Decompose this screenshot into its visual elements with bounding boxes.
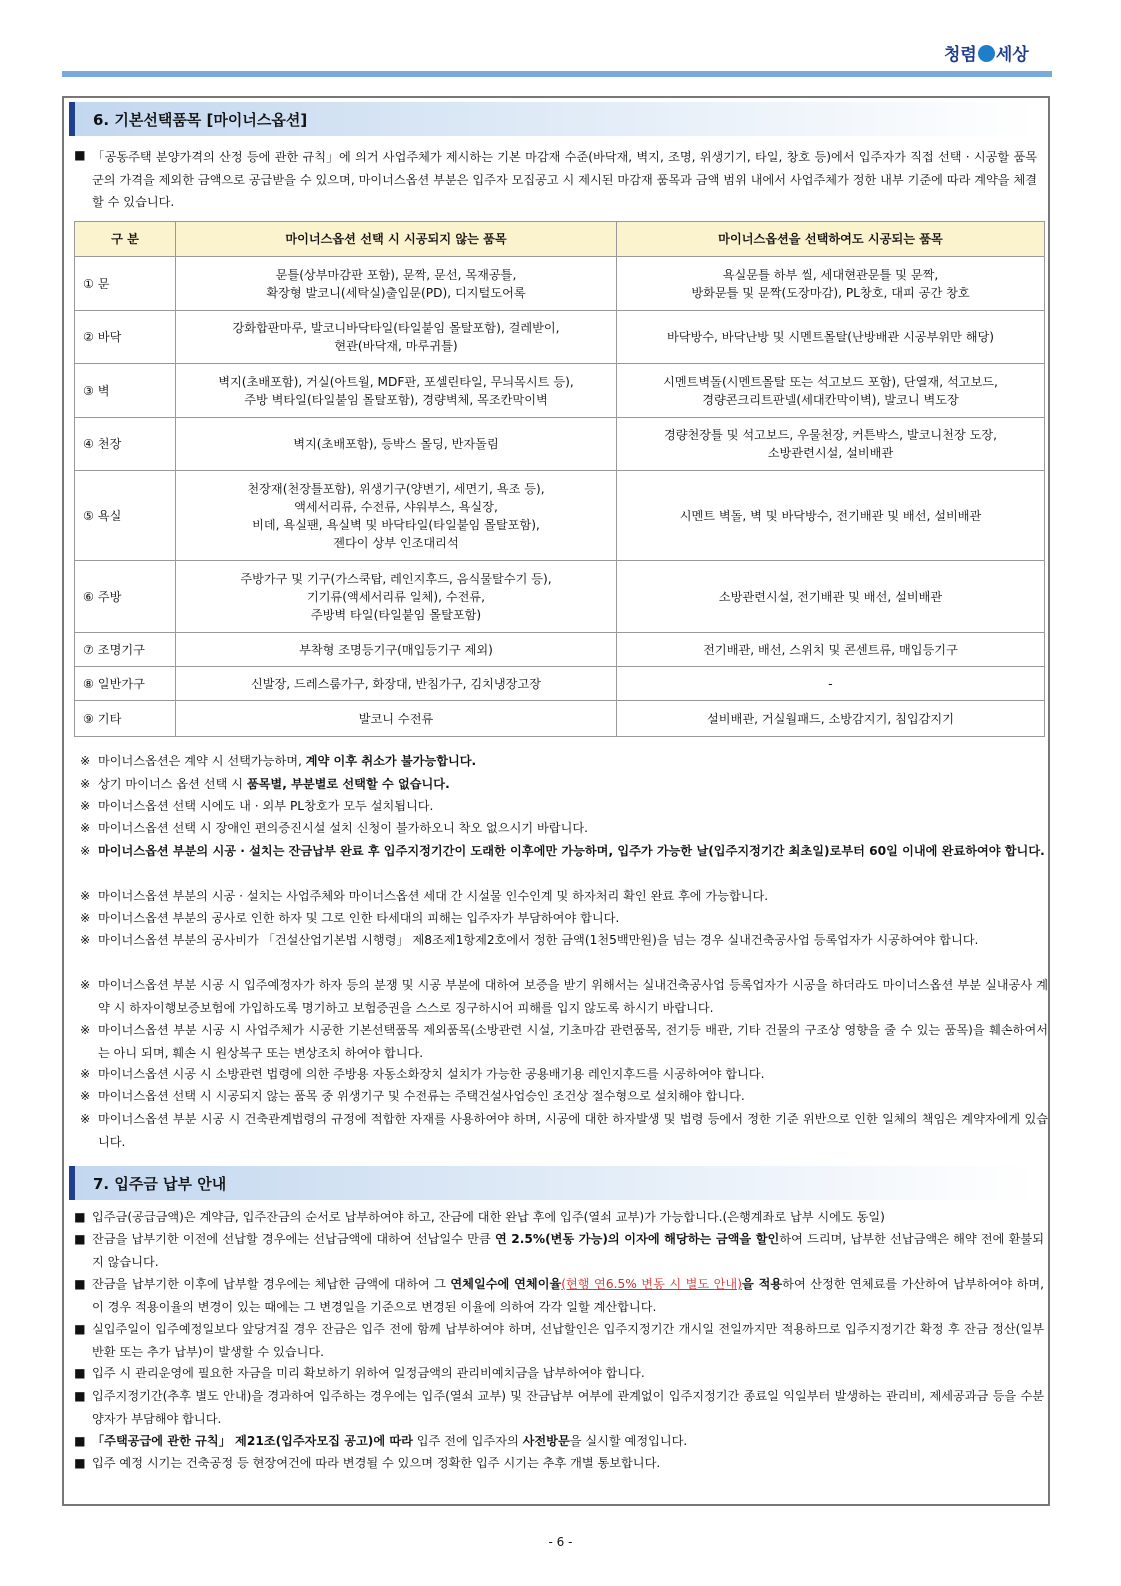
table-cell: ⑦ 조명기구	[75, 633, 176, 667]
note-text: 마이너스옵션 시공 시 소방관련 법령에 의한 주방용 자동소화장치 설치가 가능한 공용배기용 레인지후드를 시공하여야 합니다.	[98, 1067, 765, 1081]
note-text: 마이너스옵션 부분 시공 시 사업주체가 시공한 기본선택품목 제외품목(소방관련 시설, 기초마감 관련품목, 전기등 배관, 기타 건물의 구조상 영향을 줄 수 있는 품목)을 훼손하여서는 아니 되며, 훼손 시 원상복구 또는 변상조치 하여야 합니다.	[98, 1023, 1048, 1060]
table-cell: ⑨ 기타	[75, 701, 176, 737]
note-mark-icon: ※	[80, 933, 91, 947]
note-mark-icon: ※	[80, 777, 91, 791]
header-bar	[62, 71, 1052, 77]
table-header: 구 분	[75, 222, 176, 257]
table-cell: 벽지(초배포함), 등박스 몰딩, 반자돌림	[176, 418, 617, 471]
note-text: 마이너스옵션 선택 시 장애인 편의증진시설 설치 신청이 불가하오니 착오 없으시기 바랍니다.	[98, 821, 588, 835]
table-cell: 천장재(천장틀포함), 위생기구(양변기, 세면기, 욕조 등), 액세서리류, 수전류, 샤워부스, 욕실장, 비데, 욕실팬, 욕실벽 및 바닥타일(타일붙임 몰탈포함), 젠다이 상부 인조대리석	[176, 471, 617, 561]
minus-option-table	[74, 221, 1045, 737]
note-mark-icon: ※	[80, 799, 91, 813]
payment-text: 실입주일이 입주예정일보다 앞당겨질 경우 잔금은 입주 전에 함께 납부하여야 하며, 선납할인은 입주지정기간 개시일 전일까지만 적용하므로 입주지정기간 확정 후 잔금 정산(일부 반환 또는 추가 납부)이 발생할 수 있습니다.	[92, 1322, 1044, 1359]
bullet-square-icon: ■	[74, 1456, 86, 1470]
note-mark-icon: ※	[80, 844, 91, 858]
integrity-logo	[944, 40, 1029, 65]
note-item	[80, 840, 1048, 863]
payment-text: 입주지정기간(추후 별도 안내)을 경과하여 입주하는 경우에는 입주(열쇠 교부) 및 잔금납부 여부에 관계없이 입주지정기간 종료일 익일부터 발생하는 관리비, 제세공과금 등을 수분양자가 부담해야 합니다.	[92, 1389, 1044, 1426]
note-text: 마이너스옵션 부분 시공 시 입주예정자가 하자 등의 분쟁 및 시공 부분에 대하여 보증을 받기 위해서는 실내건축공사업 등록업자가 시공을 하더라도 마이너스옵션 부분 실내공사 계약 시 하자이행보증보험에 가입하도록 명기하고 보험증권을 스스로 징구하시어 피해를 입지 않도록 하시기 바랍니다.	[98, 978, 1048, 1015]
table-cell: ⑥ 주방	[75, 561, 176, 633]
page-number: - 6 -	[548, 1535, 573, 1549]
note-item	[80, 929, 1048, 952]
table-row	[75, 633, 1045, 667]
table-row	[75, 701, 1045, 737]
table-cell: 바닥방수, 바닥난방 및 시멘트몰탈(난방배관 시공부위만 해당)	[617, 311, 1045, 364]
logo-text-left: 청렴	[944, 45, 977, 65]
note-item	[80, 907, 1048, 930]
table-cell: ⑤ 욕실	[75, 471, 176, 561]
table-cell: 설비배관, 거실월패드, 소방감지기, 침입감지기	[617, 701, 1045, 737]
table-cell: ② 바닥	[75, 311, 176, 364]
note-item	[80, 974, 1048, 1019]
table-cell: ① 문	[75, 257, 176, 311]
note-text: 마이너스옵션 부분의 시공 · 설치는 사업주체와 마이너스옵션 세대 간 시설물 인수인계 및 하자처리 확인 완료 후에 가능합니다.	[98, 889, 769, 903]
note-text: 마이너스옵션은 계약 시 선택가능하며, 계약 이후 취소가 불가능합니다.	[98, 754, 477, 768]
payment-text: 입주 시 관리운영에 필요한 자금을 미리 확보하기 위하여 일정금액의 관리비예치금을 납부하여야 합니다.	[92, 1366, 645, 1380]
table-cell: ③ 벽	[75, 364, 176, 418]
note-text: 마이너스옵션 부분의 공사비가 「건설산업기본법 시행령」 제8조제1항제2호에서 정한 금액(1천5백만원)을 넘는 경우 실내건축공사업 등록업자가 시공하여야 합니다.	[98, 933, 979, 947]
payment-item	[74, 1452, 1044, 1475]
payment-item	[74, 1362, 1044, 1385]
payment-item	[74, 1228, 1044, 1273]
table-cell: 부착형 조명등기구(매입등기구 제외)	[176, 633, 617, 667]
payment-item	[74, 1318, 1044, 1363]
payment-text: 「주택공급에 관한 규칙」 제21조(입주자모집 공고)에 따라 입주 전에 입주자의 사전방문을 실시할 예정입니다.	[92, 1434, 688, 1448]
note-text: 상기 마이너스 옵션 선택 시 품목별, 부분별로 선택할 수 없습니다.	[98, 777, 450, 791]
payment-item	[74, 1206, 1044, 1229]
note-mark-icon: ※	[80, 911, 91, 925]
table-cell: 발코니 수전류	[176, 701, 617, 737]
table-cell: 소방관련시설, 전기배관 및 배선, 설비배관	[617, 561, 1045, 633]
payment-item	[74, 1273, 1044, 1318]
table-cell: 주방가구 및 기구(가스쿡탑, 레인지후드, 음식물탈수기 등), 기기류(액세서리류 일체), 수전류, 주방벽 타일(타일붙임 몰탈포함)	[176, 561, 617, 633]
table-row	[75, 418, 1045, 471]
logo-circle-mark	[978, 45, 995, 62]
table-cell: -	[617, 667, 1045, 701]
section6-intro: 「공동주택 분양가격의 산정 등에 관한 규칙」에 의거 사업주체가 제시하는 기본 마감재 수준(바닥재, 벽지, 조명, 위생기기, 타일, 창호 등)에서 입주자가 직접 선택 · 시공할 품목군의 가격을 제외한 금액으로 공급받을 수 있으며, 마이너스옵션 부분은 입주자 모집공고 시 제시된 마감재 품목과 금액 범위 내에서 사업주체가 정한 내부 기준에 따라 계약을 체결할 수 있습니다.	[92, 150, 1037, 209]
logo-text-right: 세상	[995, 45, 1029, 65]
note-item	[80, 750, 1048, 773]
note-mark-icon: ※	[80, 889, 91, 903]
bullet-square-icon: ■	[74, 1210, 86, 1224]
table-row	[75, 561, 1045, 633]
table-row	[75, 257, 1045, 311]
note-item	[80, 773, 1048, 796]
note-mark-icon: ※	[80, 1023, 91, 1037]
bullet-square-icon: ■	[74, 1322, 86, 1336]
bullet-square-icon: ■	[74, 148, 86, 162]
note-mark-icon: ※	[80, 754, 91, 768]
bullet-square-icon: ■	[74, 1366, 86, 1380]
table-row	[75, 311, 1045, 364]
bullet-square-icon: ■	[74, 1277, 86, 1291]
table-cell: ⑧ 일반가구	[75, 667, 176, 701]
note-mark-icon: ※	[80, 1067, 91, 1081]
table-cell: 문틀(상부마감판 포함), 문짝, 문선, 목재공틀, 확장형 발코니(세탁실)출입문(PD), 디지털도어록	[176, 257, 617, 311]
note-item	[80, 817, 1048, 840]
note-item	[80, 885, 1048, 908]
section7-heading	[69, 1166, 1035, 1200]
table-header-row	[75, 222, 1045, 257]
bullet-square-icon: ■	[74, 1232, 86, 1246]
bullet-square-icon: ■	[74, 1434, 86, 1448]
payment-text: 입주 예정 시기는 건축공정 등 현장여건에 따라 변경될 수 있으며 정확한 입주 시기는 추후 개별 통보합니다.	[92, 1456, 661, 1470]
note-item	[80, 1108, 1048, 1153]
note-item	[80, 1085, 1048, 1108]
table-header: 마이너스옵션을 선택하여도 시공되는 품목	[617, 222, 1045, 257]
table-cell: 시멘트 벽돌, 벽 및 바닥방수, 전기배관 및 배선, 설비배관	[617, 471, 1045, 561]
note-text: 마이너스옵션 선택 시에도 내 · 외부 PL창호가 모두 설치됩니다.	[98, 799, 434, 813]
note-item	[80, 795, 1048, 818]
section6-heading	[69, 102, 1035, 136]
note-text: 마이너스옵션 선택 시 시공되지 않는 품목 중 위생기구 및 수전류는 주택건설사업승인 조건상 절수형으로 설치해야 합니다.	[98, 1089, 745, 1103]
payment-item	[74, 1430, 1044, 1453]
note-text: 마이너스옵션 부분의 시공 · 설치는 잔금납부 완료 후 입주지정기간이 도래한 이후에만 가능하며, 입주가 가능한 날(입주지정기간 최초일)로부터 60일 이내에 완료하여야 합니다.	[98, 844, 1045, 858]
note-mark-icon: ※	[80, 821, 91, 835]
note-item	[80, 1063, 1048, 1086]
table-cell: 경량천장틀 및 석고보드, 우물천장, 커튼박스, 발코니천장 도장, 소방관련시설, 설비배관	[617, 418, 1045, 471]
table-cell: 벽지(초배포함), 거실(아트월, MDF판, 포셀린타일, 무늬목시트 등), 주방 벽타일(타일붙임 몰탈포함), 경량벽체, 목조칸막이벽	[176, 364, 617, 418]
payment-text: 잔금을 납부기한 이전에 선납할 경우에는 선납금액에 대하여 선납일수 만큼 연 2.5%(변동 가능)의 이자에 해당하는 금액을 할인하여 드리며, 납부한 선납금액은 해약 전에 환불되지 않습니다.	[92, 1232, 1044, 1269]
table-cell: 강화합판마루, 발코니바닥타일(타일붙임 몰탈포함), 걸레받이, 현관(바닥재, 마루귀틀)	[176, 311, 617, 364]
table-cell: 전기배관, 배선, 스위치 및 콘센트류, 매입등기구	[617, 633, 1045, 667]
table-cell: ④ 천장	[75, 418, 176, 471]
table-cell: 시멘트벽돌(시멘트몰탈 또는 석고보드 포함), 단열재, 석고보드, 경량콘크리트판넬(세대칸막이벽), 발코니 벽도장	[617, 364, 1045, 418]
payment-text: 잔금을 납부기한 이후에 납부할 경우에는 체납한 금액에 대하여 그 연체일수에 연체이율(현행 연6.5% 변동 시 별도 안내)을 적용하여 산정한 연체료를 가산하여 납부하여야 하며, 이 경우 적용이율의 변경이 있는 때에는 그 변경일을 기준으로 변경된 이율에 의하여 각각 일할 계산합니다.	[92, 1277, 1045, 1314]
payment-item	[74, 1385, 1044, 1430]
note-mark-icon: ※	[80, 1112, 91, 1126]
note-text: 마이너스옵션 부분의 공사로 인한 하자 및 그로 인한 타세대의 피해는 입주자가 부담하여야 합니다.	[98, 911, 620, 925]
section7-title: 7. 입주금 납부 안내	[93, 1175, 227, 1193]
table-row	[75, 471, 1045, 561]
note-text: 마이너스옵션 부분 시공 시 건축관계법령의 규정에 적합한 자재를 사용하여야 하며, 시공에 대한 하자발생 및 법령 등에서 정한 기준 위반으로 인한 일체의 책임은 계약자에게 있습니다.	[98, 1112, 1049, 1149]
table-row	[75, 667, 1045, 701]
payment-text: 입주금(공급금액)은 계약금, 입주잔금의 순서로 납부하여야 하고, 잔금에 대한 완납 후에 입주(열쇠 교부)가 가능합니다.(은행계좌로 납부 시에도 동일)	[92, 1210, 885, 1224]
bullet-square-icon: ■	[74, 1389, 86, 1403]
table-cell: 욕실문틀 하부 씰, 세대현관문틀 및 문짝, 방화문틀 및 문짝(도장마감), PL창호, 대피 공간 창호	[617, 257, 1045, 311]
note-mark-icon: ※	[80, 1089, 91, 1103]
note-item	[80, 1019, 1048, 1064]
section6-title: 6. 기본선택품목 [마이너스옵션]	[93, 111, 308, 129]
table-row	[75, 364, 1045, 418]
table-header: 마이너스옵션 선택 시 시공되지 않는 품목	[176, 222, 617, 257]
note-mark-icon: ※	[80, 978, 91, 992]
table-cell: 신발장, 드레스룸가구, 화장대, 반침가구, 김치냉장고장	[176, 667, 617, 701]
